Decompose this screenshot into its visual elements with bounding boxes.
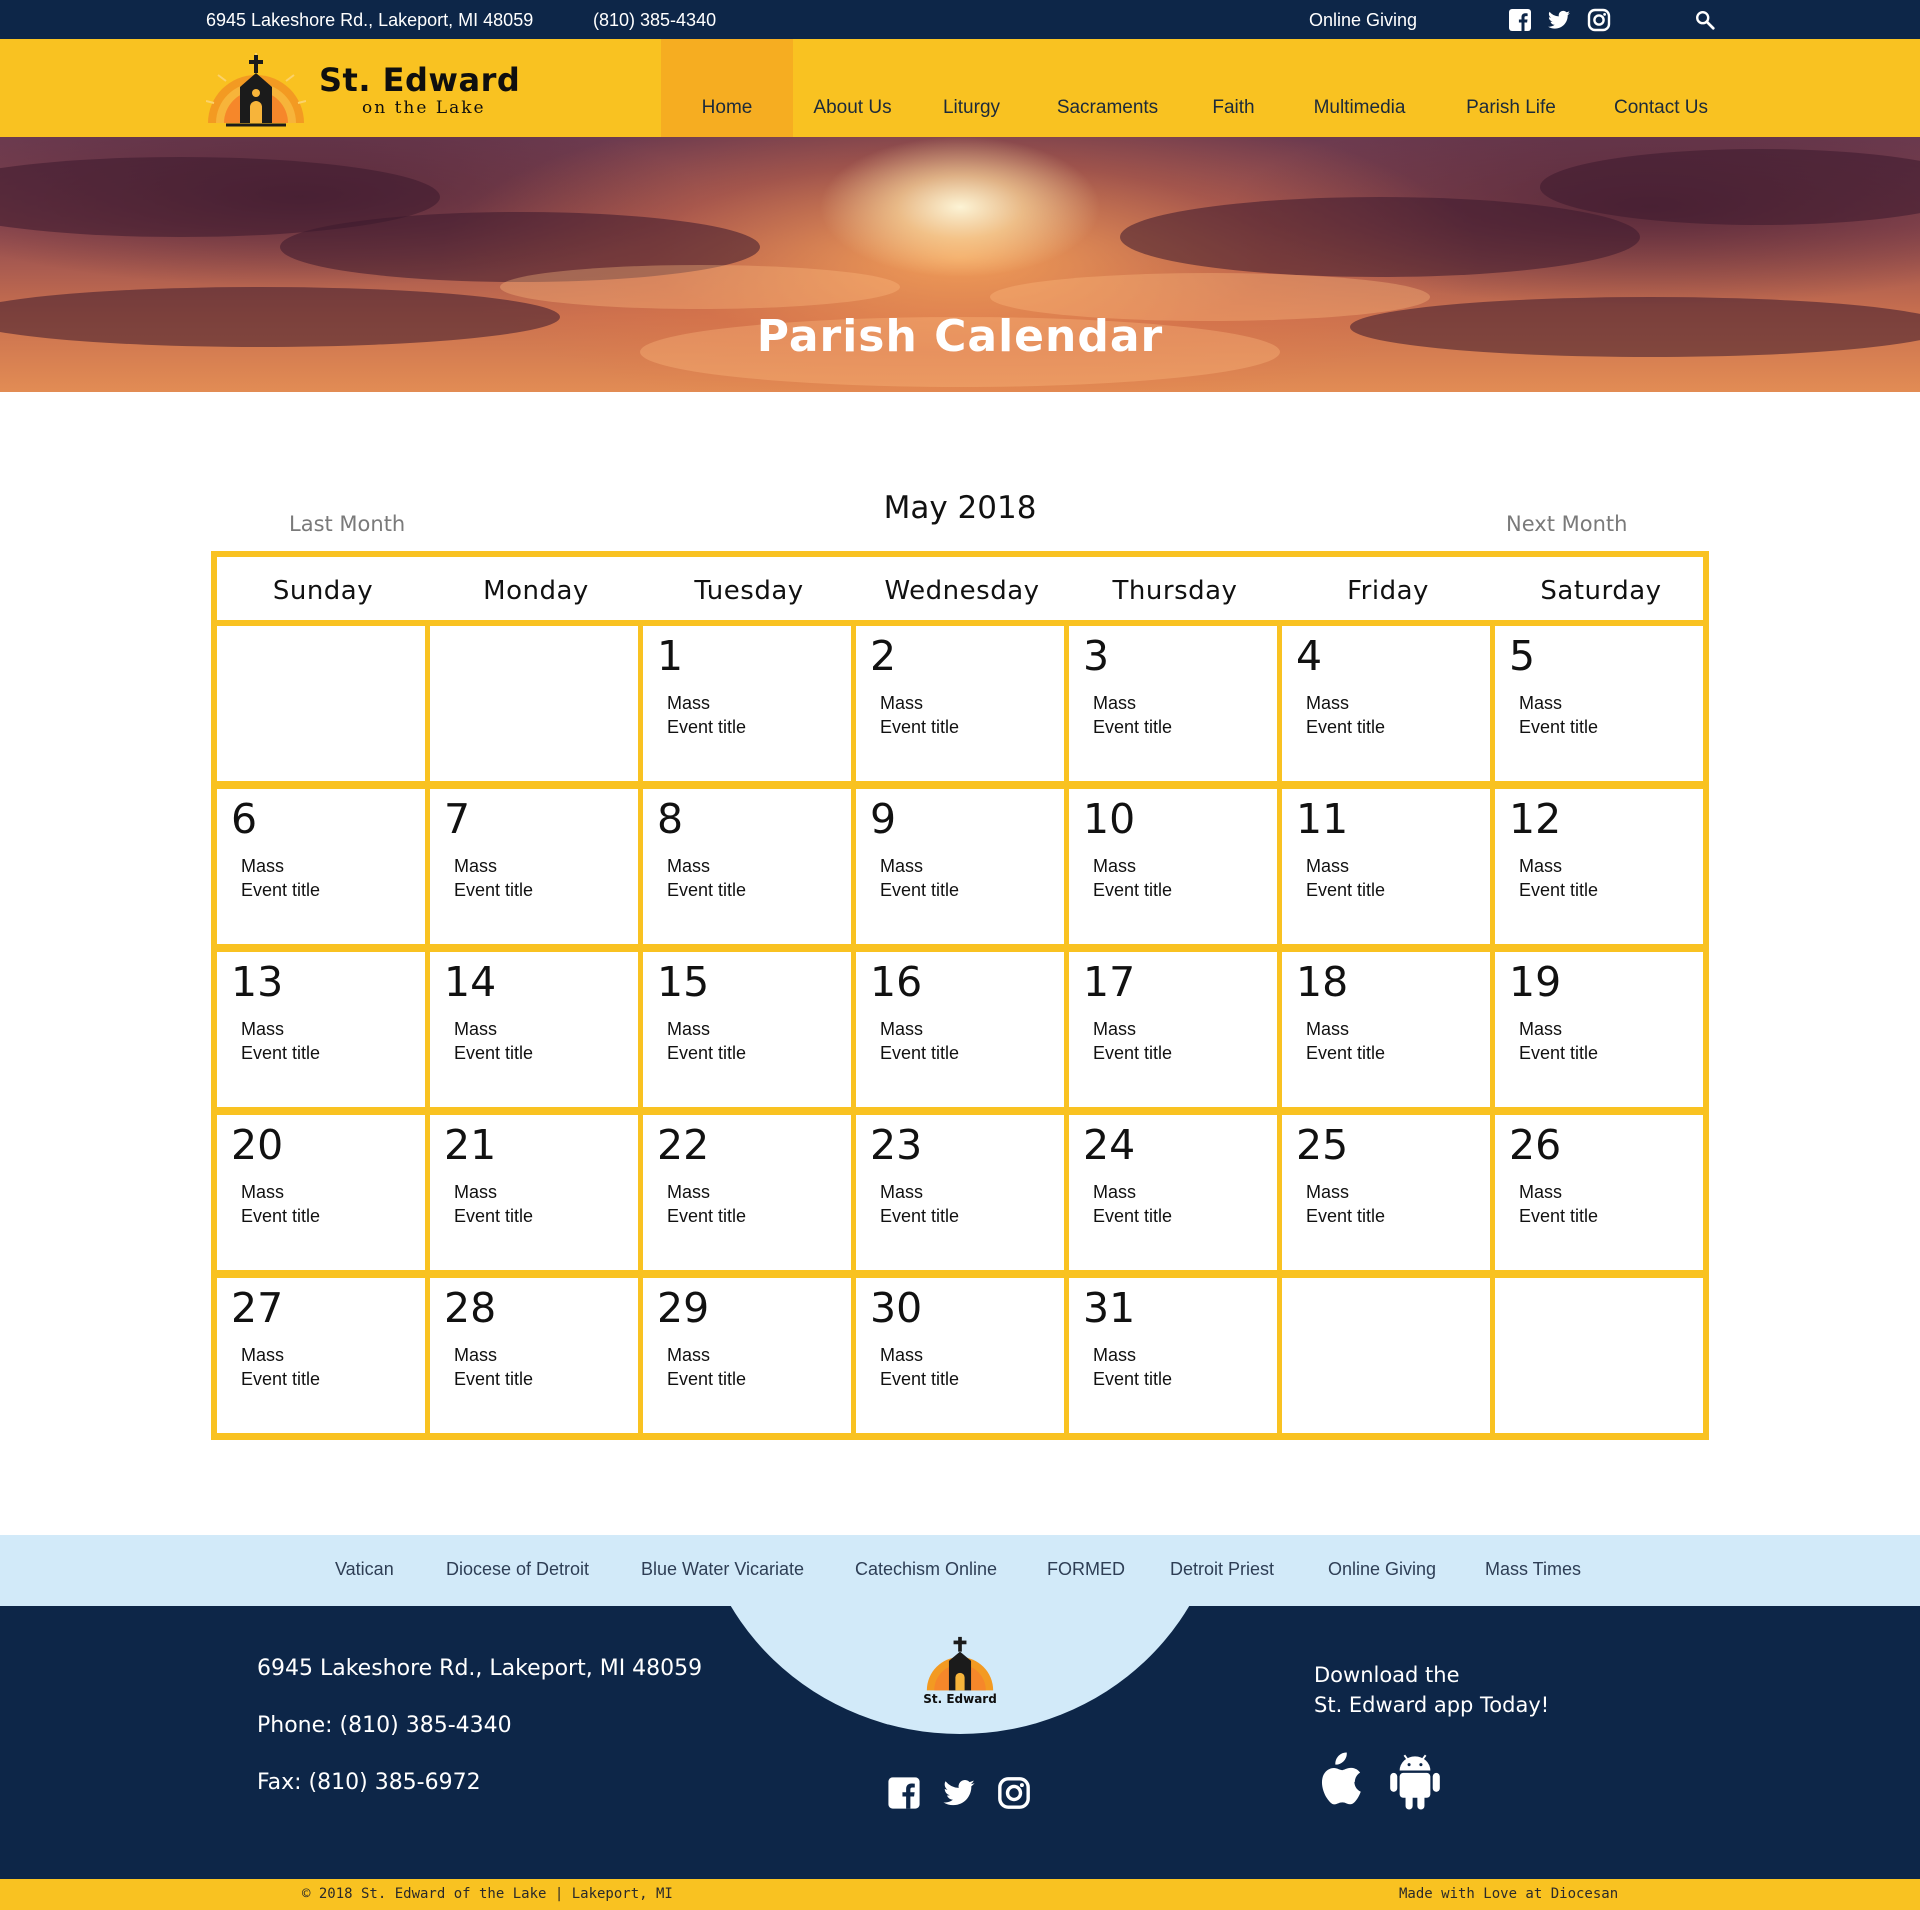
calendar-day-cell[interactable] xyxy=(430,952,638,1107)
event-mass-link[interactable]: Mass xyxy=(880,693,924,713)
search-icon[interactable] xyxy=(1694,9,1716,31)
event-title-link[interactable]: Event title xyxy=(1306,1043,1386,1063)
event-title-link[interactable]: Event title xyxy=(667,1206,747,1226)
calendar-day-cell[interactable] xyxy=(430,1115,638,1270)
event-title-link[interactable]: Event title xyxy=(241,1043,321,1063)
calendar-day-cell[interactable] xyxy=(1069,1278,1277,1433)
day-number: 5 xyxy=(1509,632,1536,680)
event-mass-link[interactable]: Mass xyxy=(1519,1182,1563,1202)
day-number: 11 xyxy=(1296,795,1349,843)
event-mass-link[interactable]: Mass xyxy=(454,1345,498,1365)
day-number: 27 xyxy=(231,1284,284,1332)
copyright-text: © 2018 St. Edward of the Lake | Lakeport, MI xyxy=(302,1886,673,1902)
day-number: 29 xyxy=(657,1284,710,1332)
calendar-day-cell[interactable] xyxy=(856,1278,1064,1433)
event-title-link[interactable]: Event title xyxy=(1519,880,1599,900)
logo-name: St. Edward xyxy=(319,61,521,99)
calendar-day-cell[interactable] xyxy=(856,626,1064,781)
event-title-link[interactable]: Event title xyxy=(880,717,960,737)
church-sunrise-logo-icon xyxy=(910,1624,1010,1694)
calendar-day-cell[interactable] xyxy=(1069,1115,1277,1270)
event-title-link[interactable]: Event title xyxy=(667,880,747,900)
day-number: 2 xyxy=(870,632,897,680)
day-number: 8 xyxy=(657,795,684,843)
day-number: 28 xyxy=(444,1284,497,1332)
event-mass-link[interactable]: Mass xyxy=(667,1182,711,1202)
header xyxy=(0,39,1920,137)
footer-link-diocese-of-detroit[interactable]: Diocese of Detroit xyxy=(446,1559,590,1579)
event-mass-link[interactable]: Mass xyxy=(1093,1182,1137,1202)
nav-item-faith[interactable]: Faith xyxy=(1212,97,1255,118)
calendar-day-cell[interactable] xyxy=(643,789,851,944)
calendar-day-cell[interactable] xyxy=(1495,626,1703,781)
event-mass-link[interactable]: Mass xyxy=(667,1019,711,1039)
footer-link-vatican[interactable]: Vatican xyxy=(335,1559,394,1579)
nav-item-about-us[interactable]: About Us xyxy=(813,97,892,118)
twitter-icon[interactable] xyxy=(1545,8,1573,32)
event-mass-link[interactable]: Mass xyxy=(1519,856,1563,876)
event-mass-link[interactable]: Mass xyxy=(1093,1345,1137,1365)
next-month-link[interactable]: Next Month xyxy=(1506,512,1628,536)
day-number: 30 xyxy=(870,1284,923,1332)
day-number: 16 xyxy=(870,958,923,1006)
event-title-link[interactable]: Event title xyxy=(454,1043,534,1063)
event-title-link[interactable]: Event title xyxy=(1093,717,1173,737)
calendar-day-cell[interactable] xyxy=(430,1278,638,1433)
nav-item-sacraments[interactable]: Sacraments xyxy=(1056,97,1159,118)
day-number: 12 xyxy=(1509,795,1562,843)
facebook-icon[interactable] xyxy=(1508,8,1532,32)
event-mass-link[interactable]: Mass xyxy=(1093,693,1137,713)
main-nav xyxy=(661,39,1736,137)
android-icon[interactable] xyxy=(1389,1749,1441,1811)
calendar-grid xyxy=(211,551,1709,1440)
logo-subtitle: on the Lake xyxy=(362,98,486,118)
footer-link-blue-water-vicariate[interactable]: Blue Water Vicariate xyxy=(641,1559,805,1579)
event-title-link[interactable]: Event title xyxy=(1306,1206,1386,1226)
calendar-day-cell[interactable] xyxy=(1282,952,1490,1107)
day-number: 13 xyxy=(231,958,284,1006)
event-mass-link[interactable]: Mass xyxy=(1306,1019,1350,1039)
event-mass-link[interactable]: Mass xyxy=(1306,1182,1350,1202)
event-mass-link[interactable]: Mass xyxy=(1093,1019,1137,1039)
day-number: 26 xyxy=(1509,1121,1562,1169)
calendar-day-cell[interactable] xyxy=(217,952,425,1107)
event-title-link[interactable]: Event title xyxy=(241,1369,321,1389)
event-title-link[interactable]: Event title xyxy=(1093,1043,1173,1063)
calendar-day-cell[interactable] xyxy=(1069,626,1277,781)
calendar-day-cell[interactable] xyxy=(643,1278,851,1433)
weekday-sunday: Sunday xyxy=(272,576,374,606)
footer-link-bar xyxy=(0,1535,1920,1606)
event-title-link[interactable]: Event title xyxy=(1519,1206,1599,1226)
calendar-day-cell[interactable] xyxy=(1282,1115,1490,1270)
calendar-month-title: May 2018 xyxy=(883,490,1037,526)
calendar-day-cell[interactable] xyxy=(1495,1115,1703,1270)
event-mass-link[interactable]: Mass xyxy=(667,693,711,713)
calendar-day-cell[interactable] xyxy=(1069,789,1277,944)
event-mass-link[interactable]: Mass xyxy=(241,856,285,876)
made-with-love-link[interactable]: Made with Love at Diocesan xyxy=(1399,1886,1619,1902)
event-title-link[interactable]: Event title xyxy=(880,880,960,900)
calendar-day-cell[interactable] xyxy=(217,1278,425,1433)
event-title-link[interactable]: Event title xyxy=(880,1043,960,1063)
event-mass-link[interactable]: Mass xyxy=(454,856,498,876)
calendar-day-cell[interactable] xyxy=(1495,789,1703,944)
event-title-link[interactable]: Event title xyxy=(1093,1206,1173,1226)
weekday-friday: Friday xyxy=(1347,576,1429,606)
event-mass-link[interactable]: Mass xyxy=(880,856,924,876)
event-title-link[interactable]: Event title xyxy=(454,1369,534,1389)
day-number: 15 xyxy=(657,958,710,1006)
event-title-link[interactable]: Event title xyxy=(667,717,747,737)
footer-phone[interactable]: Phone: (810) 385-4340 xyxy=(257,1713,512,1738)
day-number: 7 xyxy=(444,795,471,843)
page-title: Parish Calendar xyxy=(756,311,1164,362)
twitter-icon[interactable] xyxy=(940,1776,978,1810)
apple-icon[interactable] xyxy=(1313,1750,1363,1810)
event-mass-link[interactable]: Mass xyxy=(1306,856,1350,876)
top-phone[interactable]: (810) 385-4340 xyxy=(593,10,717,30)
calendar-day-cell[interactable] xyxy=(430,789,638,944)
calendar-empty-cell xyxy=(1282,1278,1490,1433)
day-number: 4 xyxy=(1296,632,1323,680)
calendar-day-cell[interactable] xyxy=(1282,626,1490,781)
event-title-link[interactable]: Event title xyxy=(454,1206,534,1226)
event-mass-link[interactable]: Mass xyxy=(241,1019,285,1039)
day-number: 25 xyxy=(1296,1121,1349,1169)
day-number: 20 xyxy=(231,1121,284,1169)
nav-item-home[interactable]: Home xyxy=(661,39,793,137)
day-number: 31 xyxy=(1083,1284,1136,1332)
footer-logo[interactable] xyxy=(910,1624,1010,1712)
day-number: 18 xyxy=(1296,958,1349,1006)
event-title-link[interactable]: Event title xyxy=(241,1206,321,1226)
app-download-line2: St. Edward app Today! xyxy=(1314,1693,1550,1717)
top-address: 6945 Lakeshore Rd., Lakeport, MI 48059 xyxy=(206,10,534,30)
day-number: 21 xyxy=(444,1121,497,1169)
day-number: 6 xyxy=(231,795,258,843)
nav-item-multimedia[interactable]: Multimedia xyxy=(1313,97,1406,118)
footer-link-formed[interactable]: FORMED xyxy=(1047,1559,1125,1579)
day-number: 23 xyxy=(870,1121,923,1169)
event-mass-link[interactable]: Mass xyxy=(880,1182,924,1202)
event-title-link[interactable]: Event title xyxy=(1306,880,1386,900)
nav-item-liturgy[interactable]: Liturgy xyxy=(942,97,1001,118)
event-mass-link[interactable]: Mass xyxy=(880,1345,924,1365)
event-mass-link[interactable]: Mass xyxy=(667,856,711,876)
event-title-link[interactable]: Event title xyxy=(880,1369,960,1389)
event-title-link[interactable]: Event title xyxy=(241,880,321,900)
footer-link-catechism-online[interactable]: Catechism Online xyxy=(855,1559,998,1579)
event-mass-link[interactable]: Mass xyxy=(667,1345,711,1365)
event-title-link[interactable]: Event title xyxy=(1306,717,1386,737)
day-number: 3 xyxy=(1083,632,1110,680)
calendar-day-cell[interactable] xyxy=(217,789,425,944)
church-sunrise-logo-icon xyxy=(206,51,306,127)
footer-link-mass-times[interactable]: Mass Times xyxy=(1485,1559,1582,1579)
calendar-day-cell[interactable] xyxy=(1495,952,1703,1107)
event-mass-link[interactable]: Mass xyxy=(1093,856,1137,876)
day-number: 22 xyxy=(657,1121,710,1169)
day-number: 14 xyxy=(444,958,497,1006)
nav-item-parish-life[interactable]: Parish Life xyxy=(1466,97,1556,118)
instagram-icon[interactable] xyxy=(1587,8,1611,32)
weekday-tuesday: Tuesday xyxy=(694,576,804,606)
footer xyxy=(0,1606,1920,1879)
day-number: 17 xyxy=(1083,958,1136,1006)
app-download-line1: Download the xyxy=(1314,1663,1460,1687)
calendar-day-cell[interactable] xyxy=(1069,952,1277,1107)
calendar-weekday-header xyxy=(217,557,1703,620)
calendar-day-cell[interactable] xyxy=(856,789,1064,944)
calendar-empty-cell xyxy=(430,626,638,781)
last-month-link[interactable]: Last Month xyxy=(289,512,406,536)
day-number: 24 xyxy=(1083,1121,1136,1169)
calendar-empty-cell xyxy=(217,626,425,781)
weekday-thursday: Thursday xyxy=(1112,576,1238,606)
event-mass-link[interactable]: Mass xyxy=(454,1019,498,1039)
event-mass-link[interactable]: Mass xyxy=(1306,693,1350,713)
instagram-icon[interactable] xyxy=(997,1776,1031,1810)
event-title-link[interactable]: Event title xyxy=(1519,717,1599,737)
calendar-day-cell[interactable] xyxy=(643,1115,851,1270)
calendar-day-cell[interactable] xyxy=(856,1115,1064,1270)
event-title-link[interactable]: Event title xyxy=(1519,1043,1599,1063)
weekday-saturday: Saturday xyxy=(1540,576,1662,606)
day-number: 19 xyxy=(1509,958,1562,1006)
footer-link-detroit-priest[interactable]: Detroit Priest xyxy=(1170,1559,1275,1579)
hero-banner xyxy=(0,137,1920,392)
event-mass-link[interactable]: Mass xyxy=(241,1345,285,1365)
day-number: 9 xyxy=(870,795,897,843)
bottom-bar xyxy=(0,1879,1920,1910)
event-title-link[interactable]: Event title xyxy=(667,1369,747,1389)
footer-link-online-giving[interactable]: Online Giving xyxy=(1328,1559,1437,1579)
calendar-day-cell[interactable] xyxy=(217,1115,425,1270)
calendar-day-cell[interactable] xyxy=(856,952,1064,1107)
event-title-link[interactable]: Event title xyxy=(667,1043,747,1063)
site-logo[interactable] xyxy=(206,51,536,127)
calendar-day-cell[interactable] xyxy=(643,952,851,1107)
footer-fax: Fax: (810) 385-6972 xyxy=(257,1770,481,1795)
event-mass-link[interactable]: Mass xyxy=(1519,1019,1563,1039)
footer-address: 6945 Lakeshore Rd., Lakeport, MI 48059 xyxy=(257,1656,703,1681)
event-mass-link[interactable]: Mass xyxy=(454,1182,498,1202)
weekday-monday: Monday xyxy=(483,576,589,606)
online-giving-link[interactable]: Online Giving xyxy=(1309,10,1418,30)
top-bar xyxy=(0,0,1920,39)
day-number: 1 xyxy=(657,632,684,680)
calendar-empty-cell xyxy=(1495,1278,1703,1433)
event-mass-link[interactable]: Mass xyxy=(1519,693,1563,713)
calendar-day-cell[interactable] xyxy=(643,626,851,781)
event-title-link[interactable]: Event title xyxy=(1093,1369,1173,1389)
event-title-link[interactable]: Event title xyxy=(880,1206,960,1226)
nav-item-contact-us[interactable]: Contact Us xyxy=(1614,97,1708,118)
weekday-wednesday: Wednesday xyxy=(884,576,1040,606)
facebook-icon[interactable] xyxy=(887,1776,921,1810)
calendar-day-cell[interactable] xyxy=(1282,789,1490,944)
footer-logo-name: St. Edward xyxy=(923,1692,997,1706)
event-title-link[interactable]: Event title xyxy=(454,880,534,900)
event-mass-link[interactable]: Mass xyxy=(241,1182,285,1202)
event-title-link[interactable]: Event title xyxy=(1093,880,1173,900)
day-number: 10 xyxy=(1083,795,1136,843)
event-mass-link[interactable]: Mass xyxy=(880,1019,924,1039)
